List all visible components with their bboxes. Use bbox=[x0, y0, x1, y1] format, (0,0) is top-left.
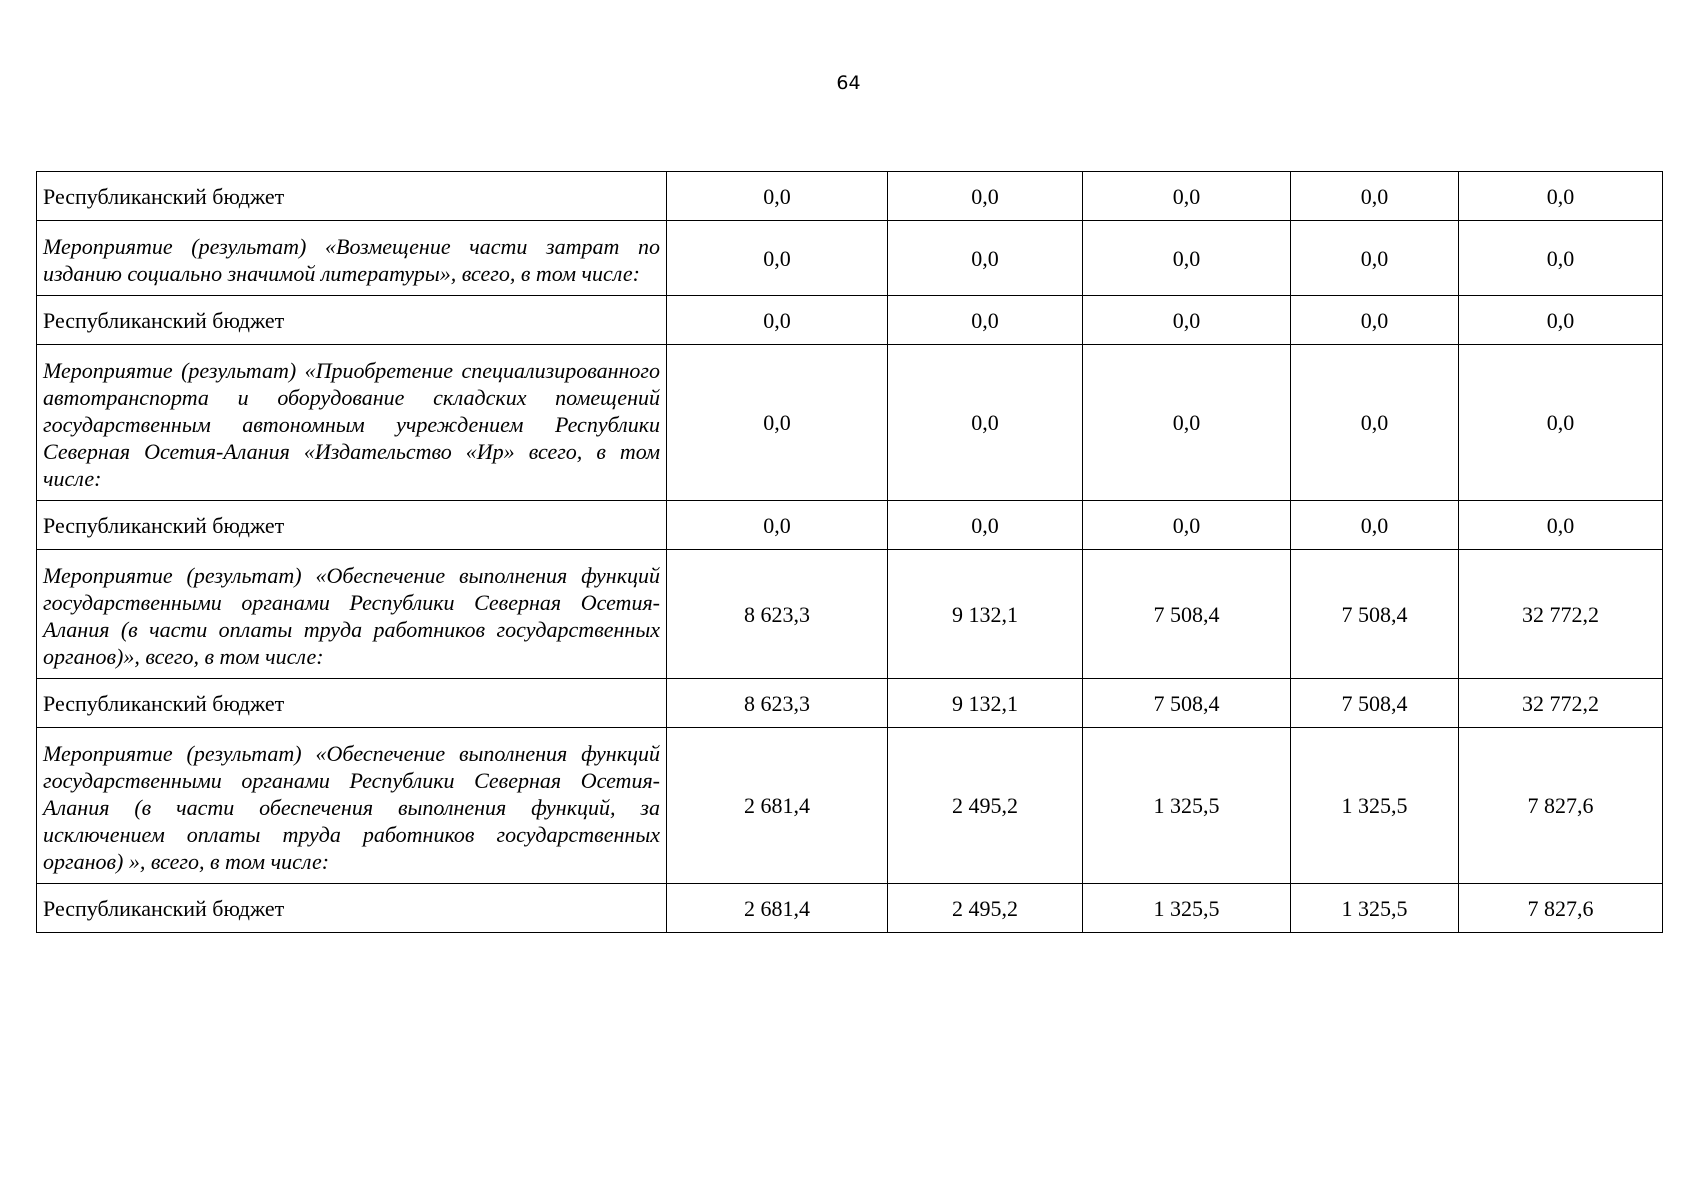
value-cell: 0,0 bbox=[1083, 296, 1291, 345]
value-cell: 0,0 bbox=[1083, 345, 1291, 501]
value-cell: 0,0 bbox=[667, 501, 888, 550]
value-cell: 2 681,4 bbox=[667, 884, 888, 933]
value-cell: 0,0 bbox=[888, 345, 1083, 501]
table-row bbox=[37, 501, 1663, 550]
value-cell: 9 132,1 bbox=[888, 550, 1083, 679]
row-label: Республиканский бюджет bbox=[37, 296, 667, 345]
value-cell: 7 508,4 bbox=[1083, 550, 1291, 679]
value-cell: 0,0 bbox=[1291, 345, 1459, 501]
page-number: 64 bbox=[836, 72, 861, 94]
value-cell: 0,0 bbox=[888, 172, 1083, 221]
value-cell: 1 325,5 bbox=[1083, 884, 1291, 933]
row-label: Республиканский бюджет bbox=[37, 501, 667, 550]
value-cell: 7 508,4 bbox=[1291, 550, 1459, 679]
value-cell: 0,0 bbox=[888, 221, 1083, 296]
value-cell: 1 325,5 bbox=[1291, 728, 1459, 884]
value-cell: 2 495,2 bbox=[888, 884, 1083, 933]
value-cell: 0,0 bbox=[1291, 296, 1459, 345]
value-cell: 7 508,4 bbox=[1291, 679, 1459, 728]
value-cell: 0,0 bbox=[888, 501, 1083, 550]
value-cell: 0,0 bbox=[667, 172, 888, 221]
value-cell: 32 772,2 bbox=[1459, 679, 1663, 728]
value-cell: 8 623,3 bbox=[667, 550, 888, 679]
table-row bbox=[37, 884, 1663, 933]
table-row bbox=[37, 679, 1663, 728]
value-cell: 7 508,4 bbox=[1083, 679, 1291, 728]
table-row bbox=[37, 345, 1663, 501]
row-label: Мероприятие (результат) «Обеспечение выполнения функций государственными органами Республики Северная Осетия-Алания (в части обеспечения выполнения функций, за исключением оплаты труда работников государственных органов) », всего, в том числе: bbox=[37, 728, 667, 884]
value-cell: 0,0 bbox=[1083, 501, 1291, 550]
value-cell: 1 325,5 bbox=[1291, 884, 1459, 933]
value-cell: 0,0 bbox=[1459, 296, 1663, 345]
value-cell: 9 132,1 bbox=[888, 679, 1083, 728]
table-row bbox=[37, 221, 1663, 296]
value-cell: 8 623,3 bbox=[667, 679, 888, 728]
table-row bbox=[37, 296, 1663, 345]
value-cell: 7 827,6 bbox=[1459, 884, 1663, 933]
value-cell: 0,0 bbox=[667, 345, 888, 501]
value-cell: 2 681,4 bbox=[667, 728, 888, 884]
value-cell: 0,0 bbox=[1291, 172, 1459, 221]
value-cell: 1 325,5 bbox=[1083, 728, 1291, 884]
value-cell: 0,0 bbox=[1459, 221, 1663, 296]
row-label: Мероприятие (результат) «Приобретение специализированного автотранспорта и оборудование складских помещений государственным автономным учреждением Республики Северная Осетия-Алания «Издательство «Ир» всего, в том числе: bbox=[37, 345, 667, 501]
value-cell: 0,0 bbox=[1459, 172, 1663, 221]
value-cell: 0,0 bbox=[1291, 501, 1459, 550]
table-row bbox=[37, 550, 1663, 679]
row-label: Республиканский бюджет bbox=[37, 884, 667, 933]
value-cell: 0,0 bbox=[1459, 501, 1663, 550]
table-row bbox=[37, 172, 1663, 221]
value-cell: 0,0 bbox=[667, 221, 888, 296]
value-cell: 0,0 bbox=[1083, 221, 1291, 296]
budget-table bbox=[36, 171, 1663, 933]
value-cell: 0,0 bbox=[1459, 345, 1663, 501]
row-label: Республиканский бюджет bbox=[37, 172, 667, 221]
row-label: Республиканский бюджет bbox=[37, 679, 667, 728]
value-cell: 0,0 bbox=[1291, 221, 1459, 296]
value-cell: 32 772,2 bbox=[1459, 550, 1663, 679]
value-cell: 0,0 bbox=[1083, 172, 1291, 221]
value-cell: 0,0 bbox=[667, 296, 888, 345]
value-cell: 2 495,2 bbox=[888, 728, 1083, 884]
row-label: Мероприятие (результат) «Обеспечение выполнения функций государственными органами Республики Северная Осетия-Алания (в части оплаты труда работников государственных органов)», всего, в том числе: bbox=[37, 550, 667, 679]
row-label: Мероприятие (результат) «Возмещение части затрат по изданию социально значимой литературы», всего, в том числе: bbox=[37, 221, 667, 296]
value-cell: 0,0 bbox=[888, 296, 1083, 345]
table-row bbox=[37, 728, 1663, 884]
budget-table-body bbox=[37, 172, 1663, 933]
value-cell: 7 827,6 bbox=[1459, 728, 1663, 884]
